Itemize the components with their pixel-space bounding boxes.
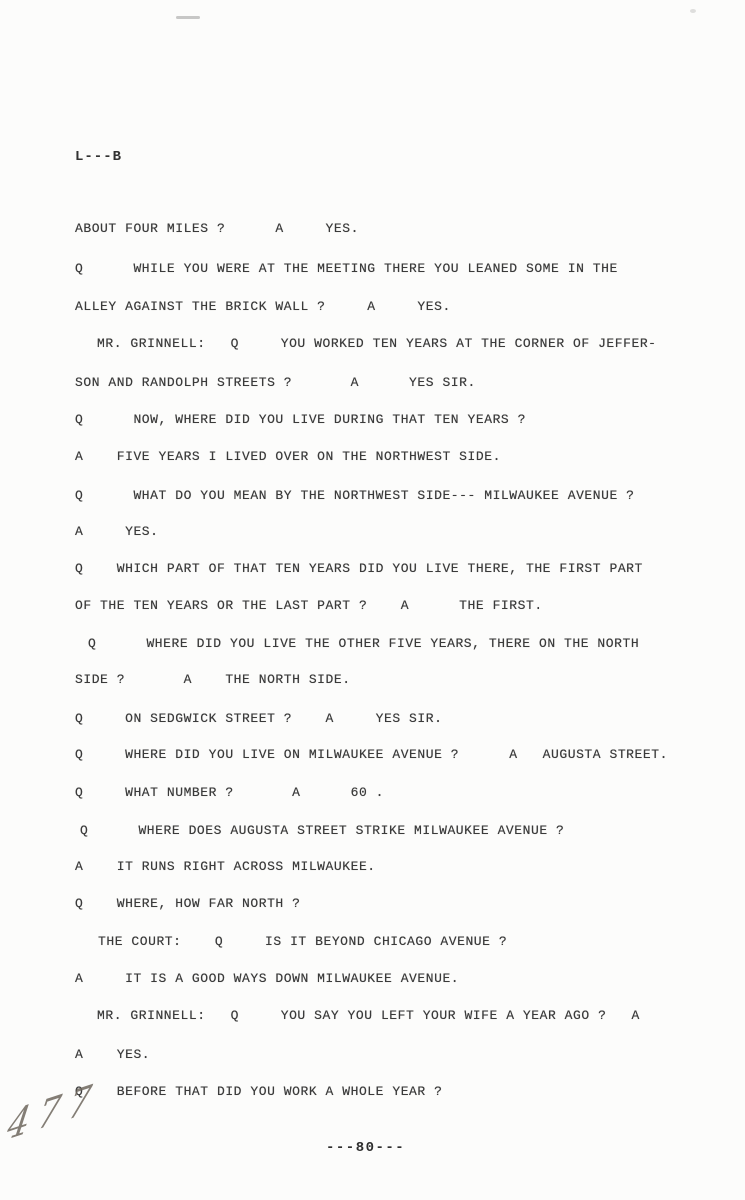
transcript-line: A YES. xyxy=(75,1047,151,1062)
transcript-line: MR. GRINNELL: Q YOU WORKED TEN YEARS AT THE CORNER OF JEFFER- xyxy=(97,336,657,351)
transcript-line: Q NOW, WHERE DID YOU LIVE DURING THAT TEN YEARS ? xyxy=(75,412,526,427)
transcript-line: A IT IS A GOOD WAYS DOWN MILWAUKEE AVENUE. xyxy=(75,971,460,986)
transcript-line: A IT RUNS RIGHT ACROSS MILWAUKEE. xyxy=(75,859,376,874)
handwritten-annotation: 477 xyxy=(3,1074,104,1150)
transcript-line: Q BEFORE THAT DID YOU WORK A WHOLE YEAR ? xyxy=(75,1084,443,1099)
transcript-line: Q WHERE DID YOU LIVE ON MILWAUKEE AVENUE ? A AUGUSTA STREET. xyxy=(75,747,668,762)
transcript-line: Q ON SEDGWICK STREET ? A YES SIR. xyxy=(75,711,443,726)
transcript-line: Q WHERE DOES AUGUSTA STREET STRIKE MILWAUKEE AVENUE ? xyxy=(80,823,565,838)
transcript-line: THE COURT: Q IS IT BEYOND CHICAGO AVENUE ? xyxy=(98,934,508,949)
transcript-line: Q WHICH PART OF THAT TEN YEARS DID YOU LIVE THERE, THE FIRST PART xyxy=(75,561,643,576)
transcript-line: MR. GRINNELL: Q YOU SAY YOU LEFT YOUR WIFE A YEAR AGO ? A xyxy=(97,1008,640,1023)
scan-speck xyxy=(690,9,696,13)
transcript-line: A FIVE YEARS I LIVED OVER ON THE NORTHWEST SIDE. xyxy=(75,449,501,464)
transcript-line: SIDE ? A THE NORTH SIDE. xyxy=(75,672,351,687)
transcript-line: Q WHILE YOU WERE AT THE MEETING THERE YOU LEANED SOME IN THE xyxy=(75,261,618,276)
transcript-line: Q WHAT NUMBER ? A 60 . xyxy=(75,785,384,800)
transcript-line: A YES. xyxy=(75,524,159,539)
typist-label: L---B xyxy=(75,149,123,165)
page-number: ---80--- xyxy=(326,1140,406,1156)
transcript-line: ABOUT FOUR MILES ? A YES. xyxy=(75,221,359,236)
transcript-line: Q WHERE DID YOU LIVE THE OTHER FIVE YEARS, THERE ON THE NORTH xyxy=(88,636,640,651)
transcript-line: SON AND RANDOLPH STREETS ? A YES SIR. xyxy=(75,375,476,390)
scan-smudge xyxy=(176,16,200,19)
transcript-line: Q WHAT DO YOU MEAN BY THE NORTHWEST SIDE--- MILWAUKEE AVENUE ? xyxy=(75,488,635,503)
transcript-line: OF THE TEN YEARS OR THE LAST PART ? A THE FIRST. xyxy=(75,598,543,613)
transcript-line: Q WHERE, HOW FAR NORTH ? xyxy=(75,896,301,911)
transcript-line: ALLEY AGAINST THE BRICK WALL ? A YES. xyxy=(75,299,451,314)
